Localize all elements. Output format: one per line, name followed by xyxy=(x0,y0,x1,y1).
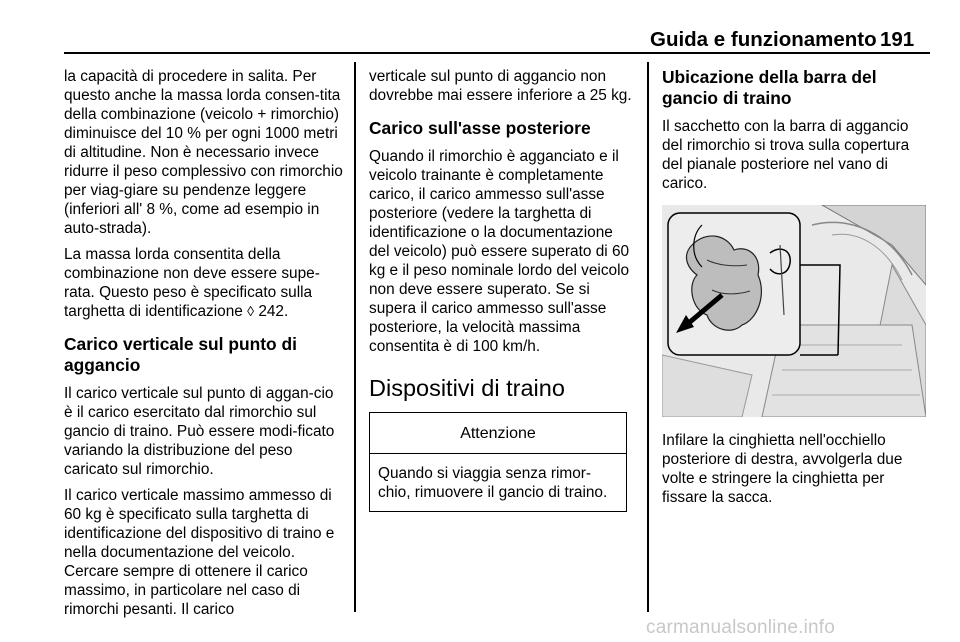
page-reference-icon: ◊ xyxy=(247,303,255,319)
paragraph-max-vertical-load: Il carico verticale massimo ammesso di 60 kg è specificato sulla targhetta di identificazione del dispositivo di traino e nella documentazione del veicolo. Cercare sempre di ottenere il carico massimo, in particolare nel caso di rimorchi pesanti. Il carico xyxy=(64,487,335,618)
paragraph-altitude: la capacità di procedere in salita. Per questo anche la massa lorda consen-tita della combinazione (veicolo + rimorchio) diminuisce del 10 % per ogni 1000 metri di altitudine. Non è necessario invece ridurre il peso complessivo con rimorchio per viag-giare su pendenze leggere (inferiori all' 8 %, come ad esempio in auto-strada). xyxy=(64,68,343,237)
heading-towing-devices: Dispositivi di traino xyxy=(369,375,565,401)
warning-box xyxy=(369,412,627,512)
column-1 xyxy=(64,67,345,626)
chapter-title: Guida e funzionamento xyxy=(650,28,877,51)
heading-towbar-location: Ubicazione della barra del gancio di traino xyxy=(662,67,877,108)
gross-mass-text: La massa lorda consentita della combinazione non deve essere supe-rata. Questo peso è specificato sulla targhetta di identificazione xyxy=(64,246,320,320)
page-number: 191 xyxy=(880,28,915,51)
column-3 xyxy=(662,67,930,514)
warning-text: Quando si viaggia senza rimor-chio, rimuovere il gancio di traino. xyxy=(378,465,608,501)
paragraph-gross-mass xyxy=(64,245,345,321)
paragraph-rear-axle-load: Quando il rimorchio è agganciato e il veicolo trainante è completamente carico, il carico ammesso sull'asse posteriore (vedere la targhetta di identificazione o la documentazione del veicolo) può essere superato di 60 kg e il peso nominale lordo del veicolo non deve essere superato. Se si supera il carico ammesso sull'asse posteriore, la velocità massima consentita è di 100 km/h. xyxy=(369,148,630,355)
cargo-area-illustration xyxy=(662,205,926,417)
header-rule xyxy=(64,52,930,54)
watermark: carmanualsonline.info xyxy=(646,617,836,638)
page-reference-link[interactable]: 242. xyxy=(258,303,289,320)
column-2 xyxy=(369,67,635,512)
page-header xyxy=(0,0,960,54)
paragraph-vertical-load: Il carico verticale sul punto di aggan-cio è il carico esercitato dal rimorchio sul gancio di traino. Può essere modi-ficato variando la distribuzione del peso caricato sul rimorchio. xyxy=(64,385,335,478)
warning-title: Attenzione xyxy=(370,413,626,454)
paragraph-min-vertical-load: verticale sul punto di aggancio non dovrebbe mai essere inferiore a 25 kg. xyxy=(369,68,632,104)
column-divider-2 xyxy=(647,62,649,612)
heading-rear-axle-load: Carico sull'asse posteriore xyxy=(369,118,591,138)
paragraph-strap-instructions: Infilare la cinghietta nell'occhiello posteriore di destra, avvolgerla due volte e stringere la cinghietta per fissare la sacca. xyxy=(662,432,903,506)
column-divider-1 xyxy=(354,62,356,612)
paragraph-towbar-bag: Il sacchetto con la barra di aggancio del rimorchio si trova sulla copertura del pianale posteriore nel vano di carico. xyxy=(662,118,910,192)
heading-vertical-load: Carico verticale sul punto di aggancio xyxy=(64,334,297,375)
